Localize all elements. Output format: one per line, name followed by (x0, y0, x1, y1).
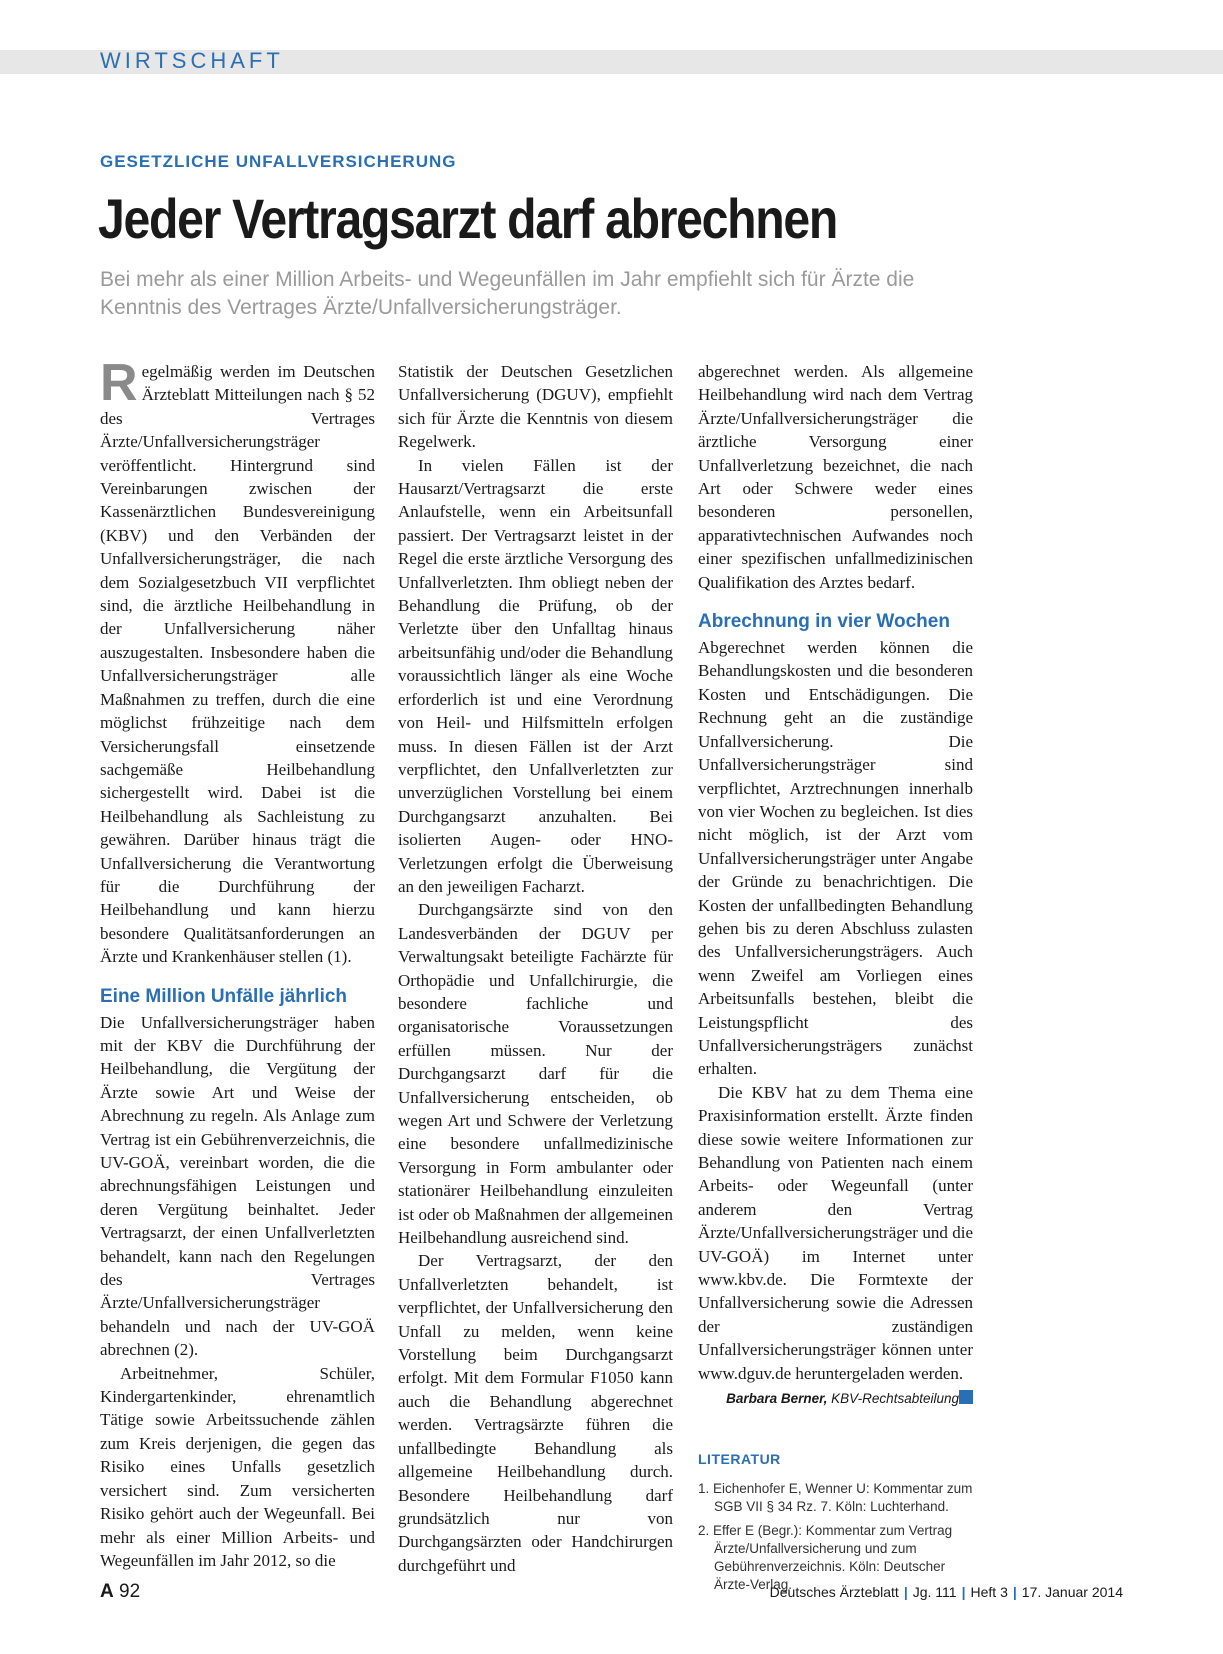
paragraph: Statistik der Deutschen Gesetzlichen Unfallversicherung (DGUV), empfiehlt sich für Ärzte die Kenntnis von diesem Regelwerk. (398, 362, 673, 452)
separator: | (903, 1584, 908, 1600)
author-line (698, 1387, 973, 1410)
paragraph-text: Die KBV hat zu dem Thema eine Praxisinformation erstellt. Ärzte finden diese sowie weitere Informationen zur Behandlung von Patienten nach einem Arbeits- oder Wegeunfall (unter anderem den Vertrag Ärzte/Unfallversicherungsträger und die UV-GOÄ) im Internet unter www.kbv.de. Die Formtexte der Unfallversicherung sowie die Adressen der zuständigen Unfallversicherungsträger können unter www.dguv.de heruntergeladen werden. (698, 1082, 973, 1383)
journal-date: 17. Januar 2014 (1021, 1584, 1123, 1600)
separator: | (1012, 1584, 1017, 1600)
paragraph (698, 1081, 973, 1385)
drop-cap: R (100, 354, 138, 412)
paragraph: abgerechnet werden. Als allgemeine Heilbehandlung wird nach dem Vertrag Ärzte/Unfallversicherungsträger die ärztliche Versorgung einer Unfallverletzung bezeichnet, die nach Art oder Schwere weder eines besonderen personellen, apparativtechnischen Aufwandes noch einer spezifischen unfallmedizinischen Qualifikation des Arztes bedarf. (698, 362, 973, 592)
text-column-3 (698, 360, 973, 1600)
journal-issue: Heft 3 (970, 1584, 1008, 1600)
text-column-1 (100, 354, 375, 1572)
paragraph: Durchgangsärzte sind von den Landesverbänden der DGUV per Verwaltungsakt beteiligte Fachärzte für Orthopädie und Unfallchirurgie, die besondere fachliche und organisatorische Voraussetzungen erfüllen müssen. Nur der Durchgangsarzt darf für die Unfallversicherung entscheiden, ob wegen Art und Schwere der Verletzung eine besondere unfallmedizinische Versorgung in Form ambulanter oder stationärer Heilbehandlung einzuleiten ist oder ob Maßnahmen der allgemeinen Heilbehandlung ausreichend sind. (398, 900, 673, 1248)
separator: | (961, 1584, 966, 1600)
journal-name: Deutsches Ärzteblatt (769, 1584, 899, 1600)
article-kicker: GESETZLICHE UNFALLVERSICHERUNG (100, 152, 457, 171)
text-column-2 (398, 360, 673, 1577)
paragraph (100, 354, 375, 969)
footer-citation (770, 1584, 1123, 1600)
author-affiliation: KBV-Rechtsabteilung (831, 1391, 959, 1407)
page-number (100, 1581, 140, 1603)
subheading: Eine Million Unfälle jährlich (100, 985, 348, 1007)
page-prefix: A (100, 1581, 114, 1602)
literature-item: 1. Eichenhofer E, Wenner U: Kommentar zum SGB VII § 34 Rz. 7. Köln: Luchterhand. (698, 1480, 973, 1514)
paragraph: In vielen Fällen ist der Hausarzt/Vertragsarzt die erste Anlaufstelle, wenn ein Arbeitsunfall passiert. Der Vertragsarzt leistet in der Regel die erste ärztliche Versorgung des Unfallverletzten. Ihm obliegt neben der Behandlung die Prüfung, ob der Verletzte über den Unfalltag hinaus arbeitsunfähig und/oder die Behandlung voraussichtlich länger als eine Woche erforderlich ist und eine Verordnung von Heil- und Hilfsmitteln erfolgen muss. In diesen Fällen ist der Arzt verpflichtet, den Unfallverletzten zur unverzüglichen Vorstellung bei einem Durchgangsarzt anzuhalten. Bei isolierten Augen- oder HNO-Verletzungen erfolgt die Überweisung an den jeweiligen Facharzt. (398, 455, 673, 896)
literature-item: 2. Effer E (Begr.): Kommentar zum Vertrag Ärzte/Unfallversicherung und zum Gebührenverzeichnis. Köln: Deutscher Ärzte-Verlag. (698, 1522, 953, 1592)
paragraph: Die Unfallversicherungsträger haben mit der KBV die Durchführung der Heilbehandlung, die Vergütung der Ärzte sowie Art und Weise der Abrechnung zu regeln. Als Anlage zum Vertrag ist ein Gebührenverzeichnis, die UV-GOÄ, vereinbart worden, die die abrechnungsfähigen Leistungen und deren Vergütung beinhaltet. Jeder Vertragsarzt, der einen Unfallverletzten behandelt, kann nach den Regelungen des Vertrages Ärzte/Unfallversicherungsträger behandeln und nach der UV-GOÄ abrechnen (2). (100, 1012, 375, 1360)
paragraph: Abgerechnet werden können die Behandlungskosten und die besonderen Kosten und Entschädigungen. Die Rechnung geht an die zuständige Unfallversicherung. Die Unfallversicherungsträger sind verpflichtet, Arztrechnungen innerhalb von vier Wochen zu begleichen. Ist dies nicht möglich, ist der Arzt vom Unfallversicherungsträger unter Angabe der Gründe zu benachrichtigen. Die Kosten der unfallbedingten Behandlung gehen bis zu deren Abschluss zulasten des Unfallversicherungsträgers. Auch wenn Zweifel am Vorliegen eines Arbeitsunfalls bestehen, bleibt die Leistungspflicht des Unfallversicherungsträgers zunächst erhalten. (698, 638, 973, 1079)
literature-title: LITERATUR (698, 1451, 781, 1468)
journal-volume: Jg. 111 (912, 1584, 957, 1600)
subheading: Abrechnung in vier Wochen (698, 611, 950, 633)
article-lead: Bei mehr als einer Million Arbeits- und Wegeunfällen im Jahr empfiehlt sich für Ärzte die Kenntnis des Vertrages Ärzte/Unfallversicherungsträger. (100, 268, 915, 319)
paragraph: Arbeitnehmer, Schüler, Kindergartenkinder, ehrenamtlich Tätige sowie Arbeitssuchende zählen zum Kreis derjenigen, die gegen das Risiko eines Unfalls gesetzlich versichert sind. Zum versicherten Risiko gehört auch der Wegeunfall. Bei mehr als einer Million Arbeits- und Wegeunfällen im Jahr 2012, so die (100, 1363, 375, 1570)
article-title: Jeder Vertragsarzt darf abrechnen (98, 187, 838, 250)
paragraph-text: egelmäßig werden im Deutschen Ärzteblatt Mitteilungen nach § 52 des Vertrages Ärzte/Unfallversicherungsträger veröffentlicht. Hintergrund sind Vereinbarungen zwischen der Kassenärztlichen Bundesvereinigung (KBV) und den Verbänden der Unfallversicherungsträger, die nach dem Sozialgesetzbuch VII verpflichtet sind, die ärztliche Heilbehandlung in der Unfallversicherung näher auszugestalten. Insbesondere haben die Unfallversicherungsträger alle Maßnahmen zu treffen, durch die eine möglichst frühzeitige nach dem Versicherungsfall einsetzende sachgemäße Heilbehandlung sichergestellt wird. Dabei ist die Heilbehandlung als Sachleistung zu gewähren. Darüber hinaus trägt die Unfallversicherung die Verantwortung für die Durchführung der Heilbehandlung und kann hierzu besondere Qualitätsanforderungen an Ärzte und Krankenhäuser stellen (1). (100, 362, 375, 967)
section-label: WIRTSCHAFT (100, 48, 284, 73)
author-name: Barbara Berner, (726, 1391, 828, 1407)
end-mark-icon (959, 1390, 973, 1404)
page-number-value: 92 (119, 1581, 141, 1602)
paragraph: Der Vertragsarzt, der den Unfallverletzten behandelt, ist verpflichtet, der Unfallversicherung den Unfall zu melden, wenn keine Vorstellung beim Durchgangsarzt erfolgt. Mit dem Formular F1050 kann auch die Behandlung abgerechnet werden. Vertragsärzte führen die unfallbedingte Behandlung als allgemeine Heilbehandlung durch. Besondere Heilbehandlung darf grundsätzlich nur von Durchgangsärzten oder Handchirurgen durchgeführt und (398, 1251, 673, 1575)
